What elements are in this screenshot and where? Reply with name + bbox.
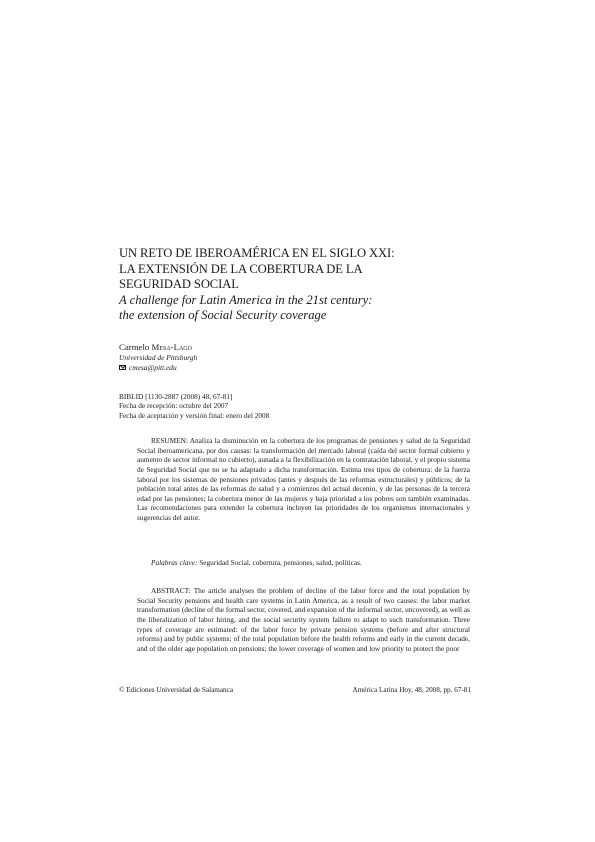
abstract-es-text: Analiza la disminución en la cobertura de los programas de pensiones y salud de la Seguridad Social iberoamericana, por dos causas: la transformación del mercado laboral (caída del sector formal cubierto y aumento de sector informal no cubierto), aunada a la flexibilización en la contratación laboral, y el propio sistema de Seguridad Social que no se ha adaptado a dicha transformación. Estima tres tipos de cobertura: de la fuerza laboral por los sistemas de pensiones privados (antes y después de las reformas estructurales) y públicos; de la población total antes de las reformas de salud y a comienzos del actual decenio, y de las personas de la tercera edad por las pensiones; la cobertura menor de las mujeres y baja prioridad a los pobres son también examinadas. Las recomendaciones para extender la cobertura incluyen las prioridades de los organismos internacionales y sugerencias del autor. xyxy=(137,436,470,522)
title-en-line: the extension of Social Security coverage xyxy=(119,308,327,323)
accepted-date: Fecha de aceptación y versión final: enero del 2008 xyxy=(119,410,270,420)
article-title-block xyxy=(119,246,479,324)
author-last-name: Mesa-Lago xyxy=(151,342,192,352)
title-es-line: UN RETO DE IBEROAMÉRICA EN EL SIGLO XXI: xyxy=(119,246,395,260)
author-first-name: Carmelo xyxy=(119,342,150,352)
title-es-line: LA EXTENSIÓN DE LA COBERTURA DE LA xyxy=(119,261,363,276)
abstract-es xyxy=(137,436,470,523)
received-date: Fecha de recepción: octubre del 2007 xyxy=(119,401,229,411)
author-name xyxy=(119,342,197,353)
footer-citation: América Latina Hoy, 48, 2008, pp. 67-81 xyxy=(352,686,471,694)
keywords-es-text: Seguridad Social, cobertura, pensiones, salud, políticas. xyxy=(199,558,362,567)
author-email-row xyxy=(119,363,197,373)
biblid-line: BIBLID [1130-2887 (2008) 48, 67-81] xyxy=(119,392,233,401)
abstract-en-label: ABSTRACT: xyxy=(151,586,191,595)
abstract-en xyxy=(137,586,470,653)
keywords-es-label: Palabras clave: xyxy=(151,558,198,567)
envelope-icon xyxy=(119,365,126,370)
title-es-line: SEGURIDAD SOCIAL xyxy=(119,277,239,292)
author-email[interactable]: cmesa@pitt.edu xyxy=(129,362,177,372)
abstract-es-label: RESUMEN: xyxy=(151,436,188,445)
author-block xyxy=(119,342,197,372)
title-en-line: A challenge for Latin America in the 21st century: xyxy=(119,292,373,307)
author-affiliation: Universidad de Pittsburgh xyxy=(119,353,198,362)
keywords-es xyxy=(151,558,471,568)
abstract-en-text: The article analyses the problem of decline of the labor force and the total population by Social Security pensions and health care systems in Latin America, as a result of two causes: the labor market transformation (decline of the formal sector, covered, and expansion of the informal sector, uncovered), as well as the liberalization of labor hiring, and the social security system failure to adapt to such transformation. Three types of coverage are estimated: of the labor force by private pension systems (before and after structural reforms) and by public systems; of the total population before the health reforms and early in the current decade, and of the older age population on pensions; the lower coverage of women and low priority to protect the poor xyxy=(137,586,470,653)
footer-publisher: © Ediciones Universidad de Salamanca xyxy=(119,686,234,694)
biblio-block xyxy=(119,392,269,420)
